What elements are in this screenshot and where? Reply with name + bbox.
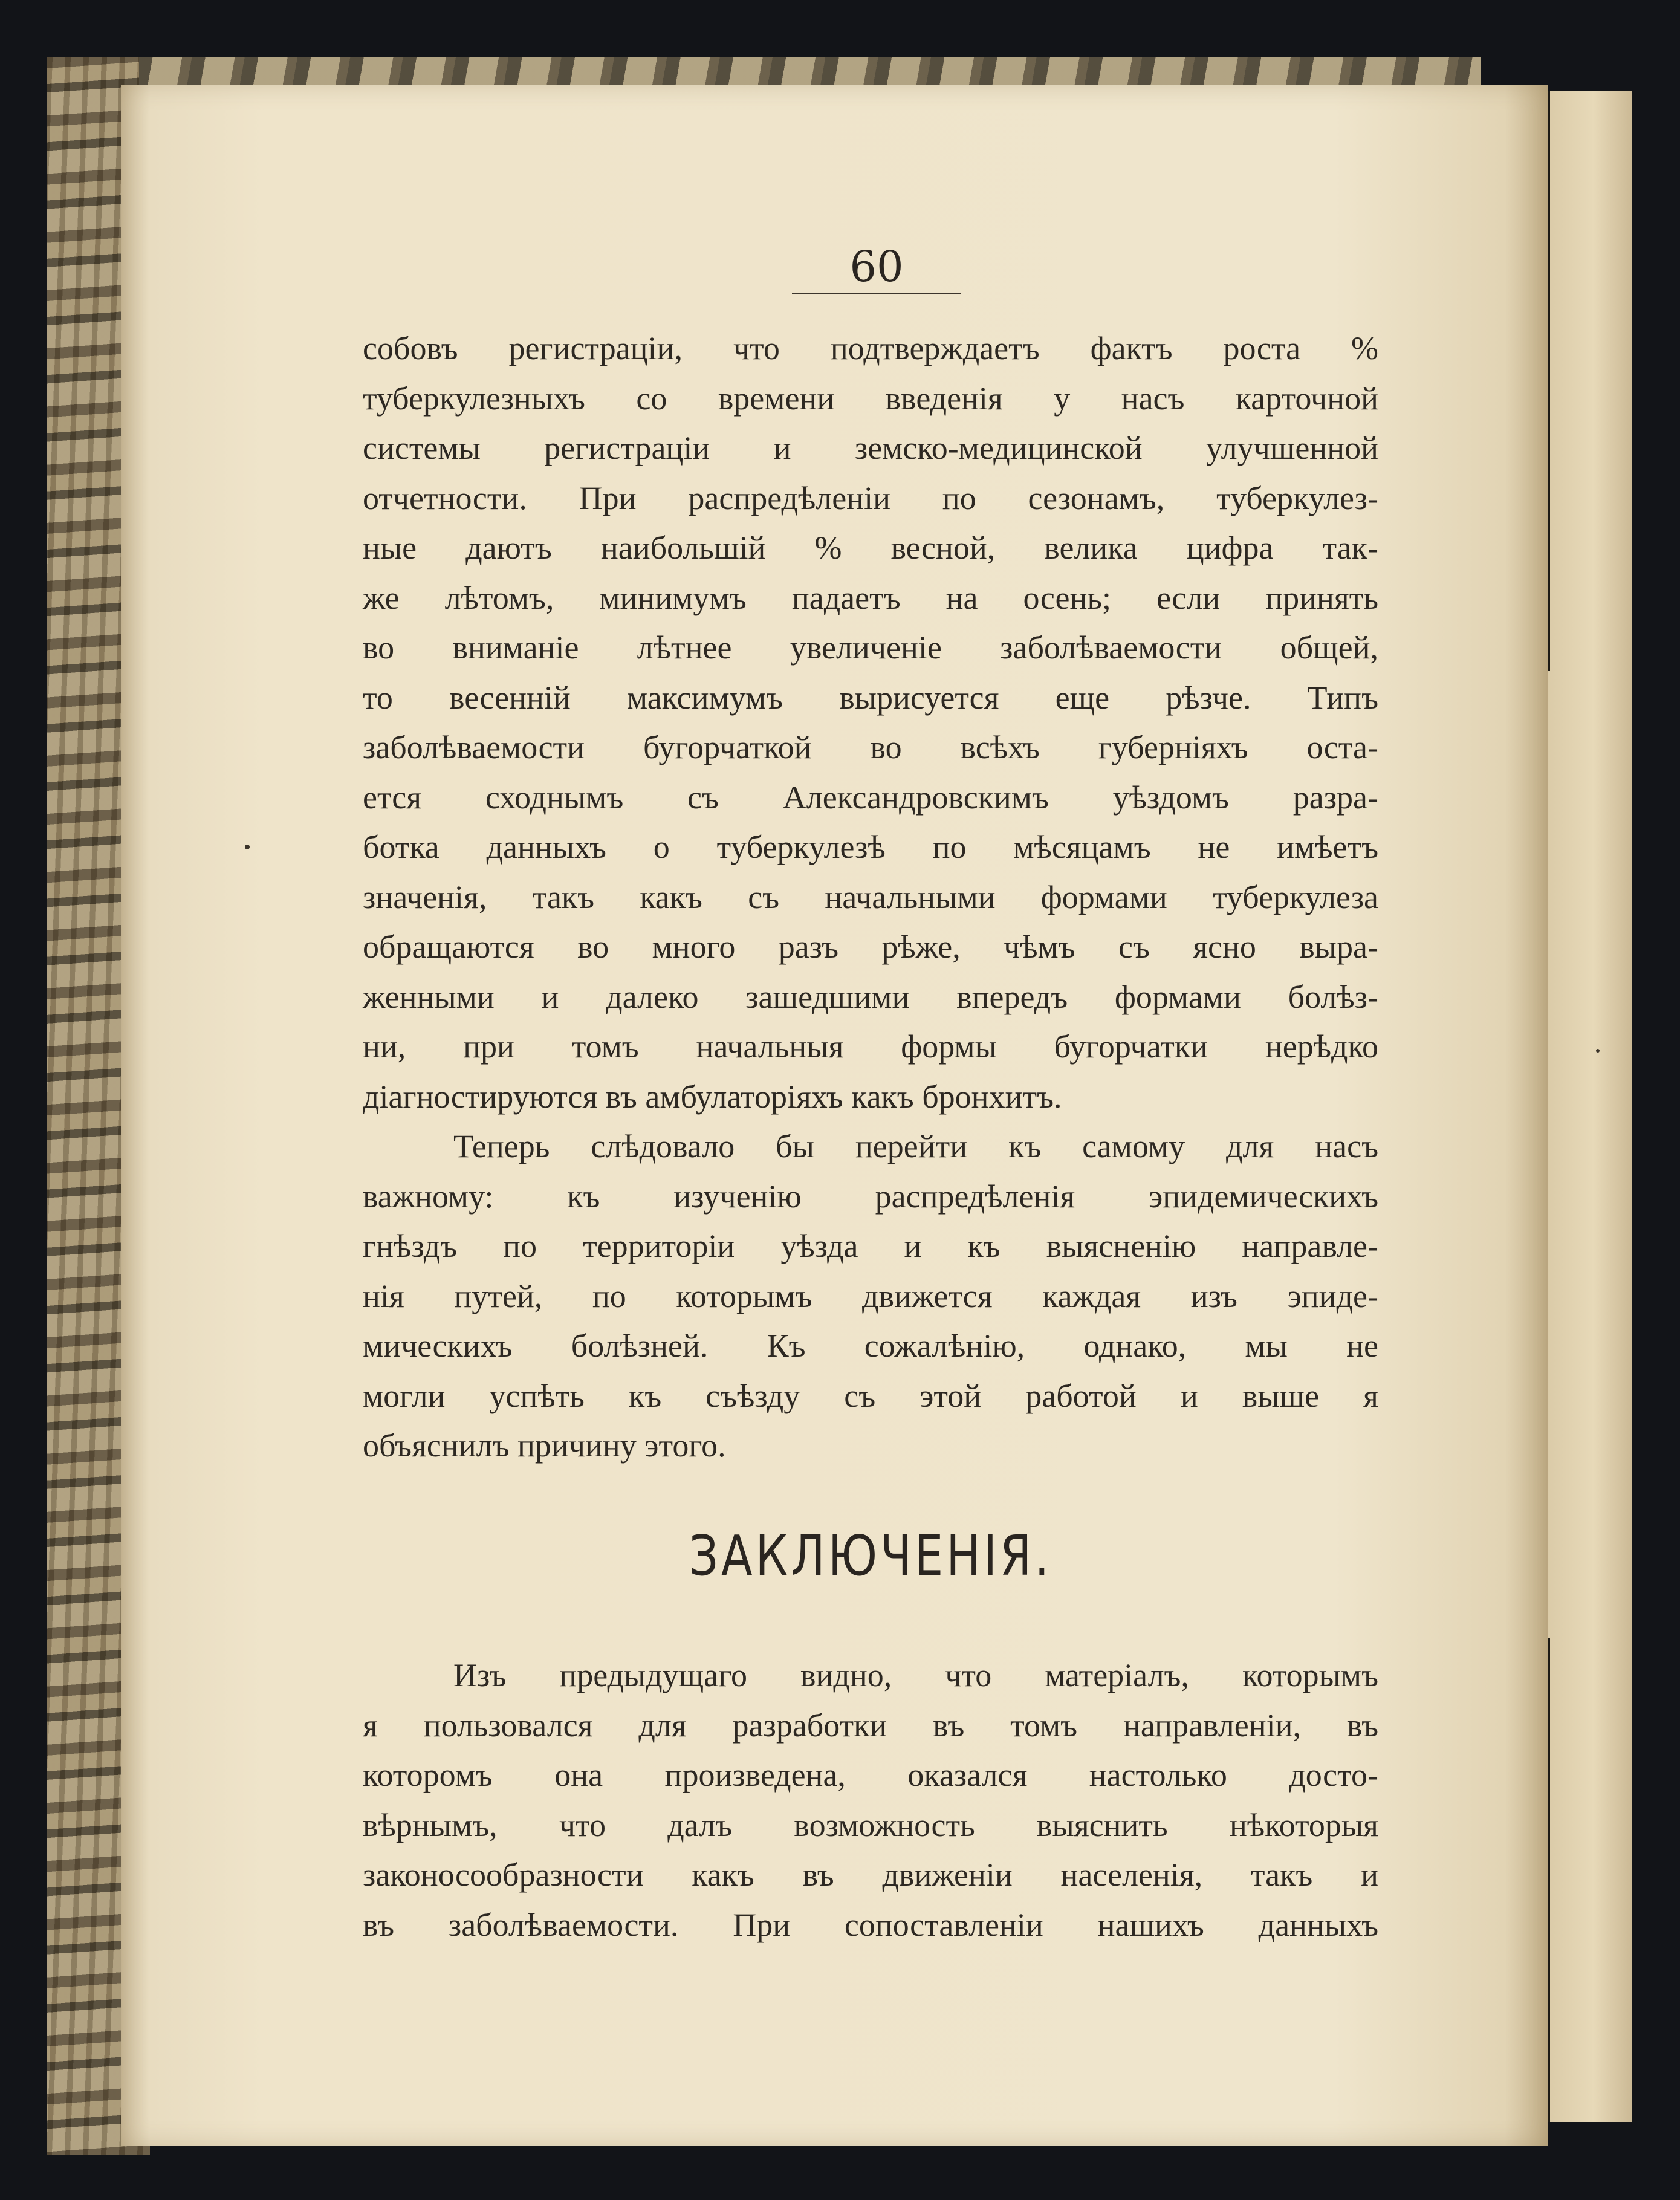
- section-heading: ЗАКЛЮЧЕНІЯ.: [689, 1523, 1052, 1588]
- text-line: то весенній максимумъ вырисуется еще рѣзче. Типъ: [363, 679, 1378, 716]
- text-line: ные даютъ наибольшій % весной, велика цифра так-: [363, 530, 1378, 566]
- text-line: ботка данныхъ о туберкулезѣ по мѣсяцамъ не имѣетъ: [363, 829, 1378, 865]
- text-line: ется сходнымъ съ Александровскимъ уѣздомъ разра-: [363, 779, 1378, 816]
- text-line: въ заболѣваемости. При сопоставленіи нашихъ данныхъ: [363, 1906, 1378, 1943]
- text-line: во вниманіе лѣтнее увеличеніе заболѣваемости общей,: [363, 629, 1378, 666]
- next-page-edge: [1536, 91, 1632, 2122]
- text-line: же лѣтомъ, минимумъ падаетъ на осень; если принять: [363, 579, 1378, 616]
- text-line: системы регистраціи и земско-медицинской улучшенной: [363, 430, 1378, 466]
- text-line: женными и далеко зашедшими впередъ формами болѣз-: [363, 978, 1378, 1015]
- body-text-top: [363, 323, 1378, 1471]
- text-line: собовъ регистраціи, что подтверждаетъ фактъ роста %: [363, 330, 1378, 366]
- paper-speck: [1596, 1049, 1600, 1053]
- text-line: я пользовался для разработки въ томъ направленіи, въ: [363, 1707, 1378, 1744]
- text-line: діагностируются въ амбулаторіяхъ какъ бронхитъ.: [363, 1078, 1062, 1115]
- text-line: туберкулезныхъ со времени введенія у насъ карточной: [363, 380, 1378, 417]
- text-line: законосообразности какъ въ движеніи населенія, такъ и: [363, 1857, 1378, 1893]
- text-line: вѣрнымъ, что далъ возможность выяснить нѣкоторыя: [363, 1806, 1378, 1843]
- text-line: мическихъ болѣзней. Къ сожалѣнію, однако, мы не: [363, 1328, 1378, 1364]
- page-edge-line: [1548, 1638, 1550, 2122]
- text-line: нія путей, по которымъ движется каждая изъ эпиде-: [363, 1277, 1378, 1314]
- text-line: гнѣздъ по территоріи уѣзда и къ выясненію направле-: [363, 1228, 1378, 1264]
- body-text-bottom: [363, 1650, 1378, 1950]
- text-line: объяснилъ причину этого.: [363, 1427, 726, 1464]
- text-line: могли успѣть къ съѣзду съ этой работой и выше я: [363, 1377, 1378, 1414]
- text-line: заболѣваемости бугорчаткой во всѣхъ губерніяхъ оста-: [363, 729, 1378, 765]
- page-number-rule: [792, 293, 961, 294]
- text-line: важному: къ изученію распредѣленія эпидемическихъ: [363, 1178, 1378, 1215]
- paper-speck: [245, 845, 250, 849]
- text-line: значенія, такъ какъ съ начальными формами туберкулеза: [363, 878, 1378, 915]
- text-line: которомъ она произведена, оказался настолько досто-: [363, 1757, 1378, 1793]
- page-number: 60: [849, 242, 904, 291]
- text-line: Теперь слѣдовало бы перейти къ самому для насъ: [453, 1128, 1378, 1164]
- text-line: ни, при томъ начальныя формы бугорчатки нерѣдко: [363, 1028, 1378, 1065]
- text-line: обращаются во много разъ рѣже, чѣмъ съ ясно выра-: [363, 929, 1378, 965]
- text-line: Изъ предыдущаго видно, что матеріалъ, которымъ: [453, 1657, 1378, 1693]
- page-edge-line: [1548, 91, 1550, 671]
- text-line: отчетности. При распредѣленіи по сезонамъ, туберкулез-: [363, 479, 1378, 516]
